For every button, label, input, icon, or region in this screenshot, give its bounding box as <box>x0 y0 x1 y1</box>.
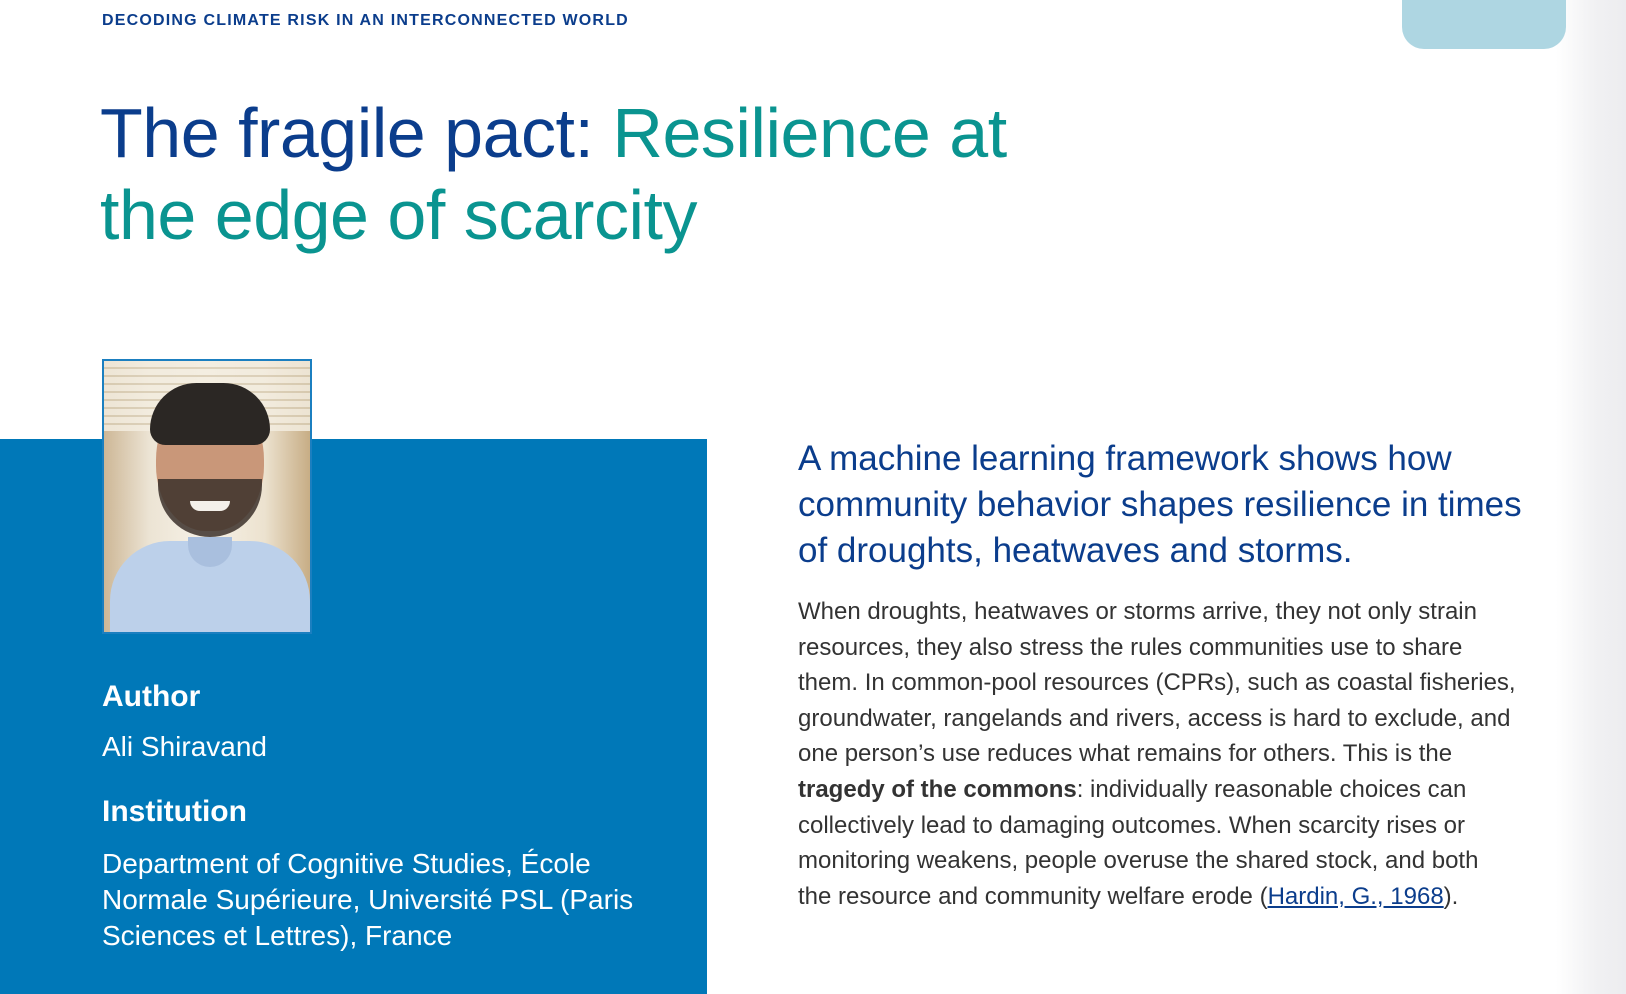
photo-smile <box>190 501 230 511</box>
body-paragraph <box>798 594 1518 914</box>
author-label: Author <box>102 680 201 713</box>
institution-text: Department of Cognitive Studies, École Normale Supérieure, Université PSL (Paris Sciences et Lettres), France <box>102 848 634 951</box>
page-title <box>100 92 1100 256</box>
lead-paragraph: A machine learning framework shows how community behavior shapes resilience in times of droughts, heatwaves and storms. <box>798 439 1522 570</box>
section-kicker: DECODING CLIMATE RISK IN AN INTERCONNECTED WORLD <box>102 12 629 29</box>
page-edge-shadow <box>1556 0 1626 994</box>
body-text-3: ). <box>1443 882 1459 910</box>
title-part-navy: The fragile pact: <box>100 94 613 172</box>
title-part-teal: Resilience at the edge of scarcity <box>100 94 1007 254</box>
author-name: Ali Shiravand <box>102 731 267 762</box>
body-text-1: When droughts, heatwaves or storms arrive, they not only strain resources, they also stress the rules communities use to share them. In common-pool resources (CPRs), such as coastal fisheries, groundwater, rangelands and rivers, access is hard to exclude, and one person’s use reduces what remains for others. This is the <box>798 598 1516 768</box>
citation-link[interactable]: Hardin, G., 1968 <box>1267 882 1444 910</box>
institution-label: Institution <box>102 795 247 828</box>
photo-hair <box>150 383 270 445</box>
author-photo <box>102 359 312 634</box>
corner-badge <box>1402 0 1566 49</box>
body-text-2: : individually reasonable choices can collectively lead to damaging outcomes. When scarcity rises or monitoring weakens, people overuse the shared stock, and both the resource and community welfare erode ( <box>798 775 1479 910</box>
body-bold-term: tragedy of the commons <box>798 775 1077 803</box>
